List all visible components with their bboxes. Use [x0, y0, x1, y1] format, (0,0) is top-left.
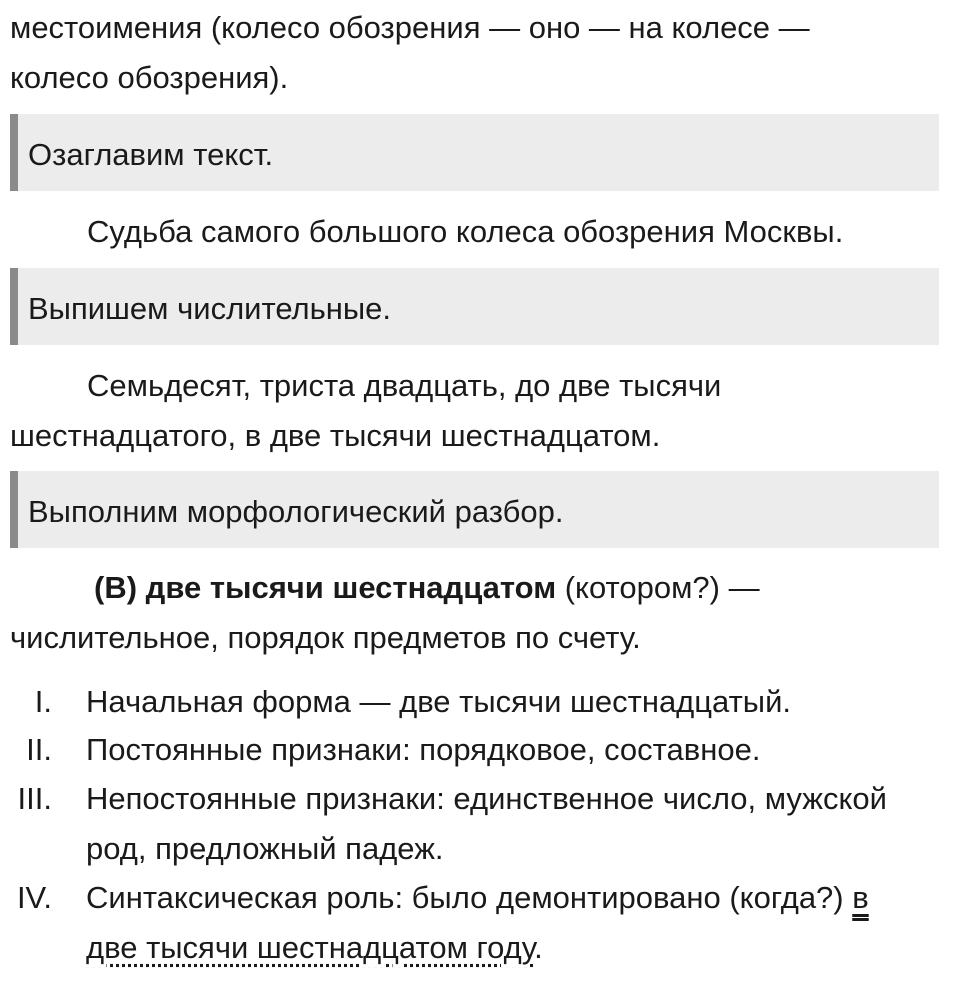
- morph-item-4-line1-underlined: в: [852, 880, 869, 915]
- morph-item-1-num: I.: [34, 684, 52, 719]
- title-answer-text: Судьба самого большого колеса обозрения Москвы.: [87, 214, 844, 249]
- task-title-label: Озаглавим текст.: [28, 137, 274, 172]
- morph-item-3-text: [86, 774, 956, 874]
- morph-item-2-text: Постоянные признаки: порядковое, составное.: [86, 732, 761, 767]
- numerals-answer: [10, 361, 945, 461]
- task-numerals-label: Выпишем числительные.: [28, 291, 392, 326]
- task-morph-label: Выполним морфологический разбор.: [28, 494, 564, 529]
- morph-item-3-num: III.: [17, 781, 52, 816]
- numerals-answer-line2: шестнадцатого, в две тысячи шестнадцатом.: [10, 418, 661, 453]
- task-band-morph: [10, 471, 939, 548]
- morph-head-bold: (В) две тысячи шестнадцатом: [94, 570, 557, 605]
- title-answer: [10, 207, 945, 257]
- paragraph-pronouns-line1: местоимения (колесо обозрения — оно — на колесе —: [10, 10, 810, 45]
- morph-item-2-num: II.: [26, 732, 52, 767]
- task-band-numerals: [10, 268, 939, 345]
- paragraph-pronouns-line2: колесо обозрения).: [10, 60, 289, 95]
- task-band-title: [10, 114, 939, 191]
- numerals-answer-line1: Семьдесят, триста двадцать, до две тысячи: [87, 368, 722, 403]
- morph-head-rest: (котором?) —: [556, 570, 760, 605]
- morph-item-4-text: [86, 873, 956, 973]
- morph-item-1-text: Начальная форма — две тысячи шестнадцатый.: [86, 684, 791, 719]
- morph-head: [10, 563, 945, 663]
- morph-item-3-line2: род, предложный падеж.: [86, 831, 444, 866]
- morph-item-4-line2-tail: .: [534, 930, 543, 965]
- morph-item-4-line2-underlined: две тысячи шестнадцатом году: [86, 930, 535, 965]
- morph-item-3-line1: Непостоянные признаки: единственное число, мужской: [86, 781, 887, 816]
- morph-item-4-num: IV.: [16, 880, 52, 915]
- paragraph-pronouns: [10, 3, 945, 103]
- morph-item-4-line1-plain: Синтаксическая роль: было демонтировано (когда?): [86, 880, 853, 915]
- morph-head-line2: числительное, порядок предметов по счету.: [10, 620, 641, 655]
